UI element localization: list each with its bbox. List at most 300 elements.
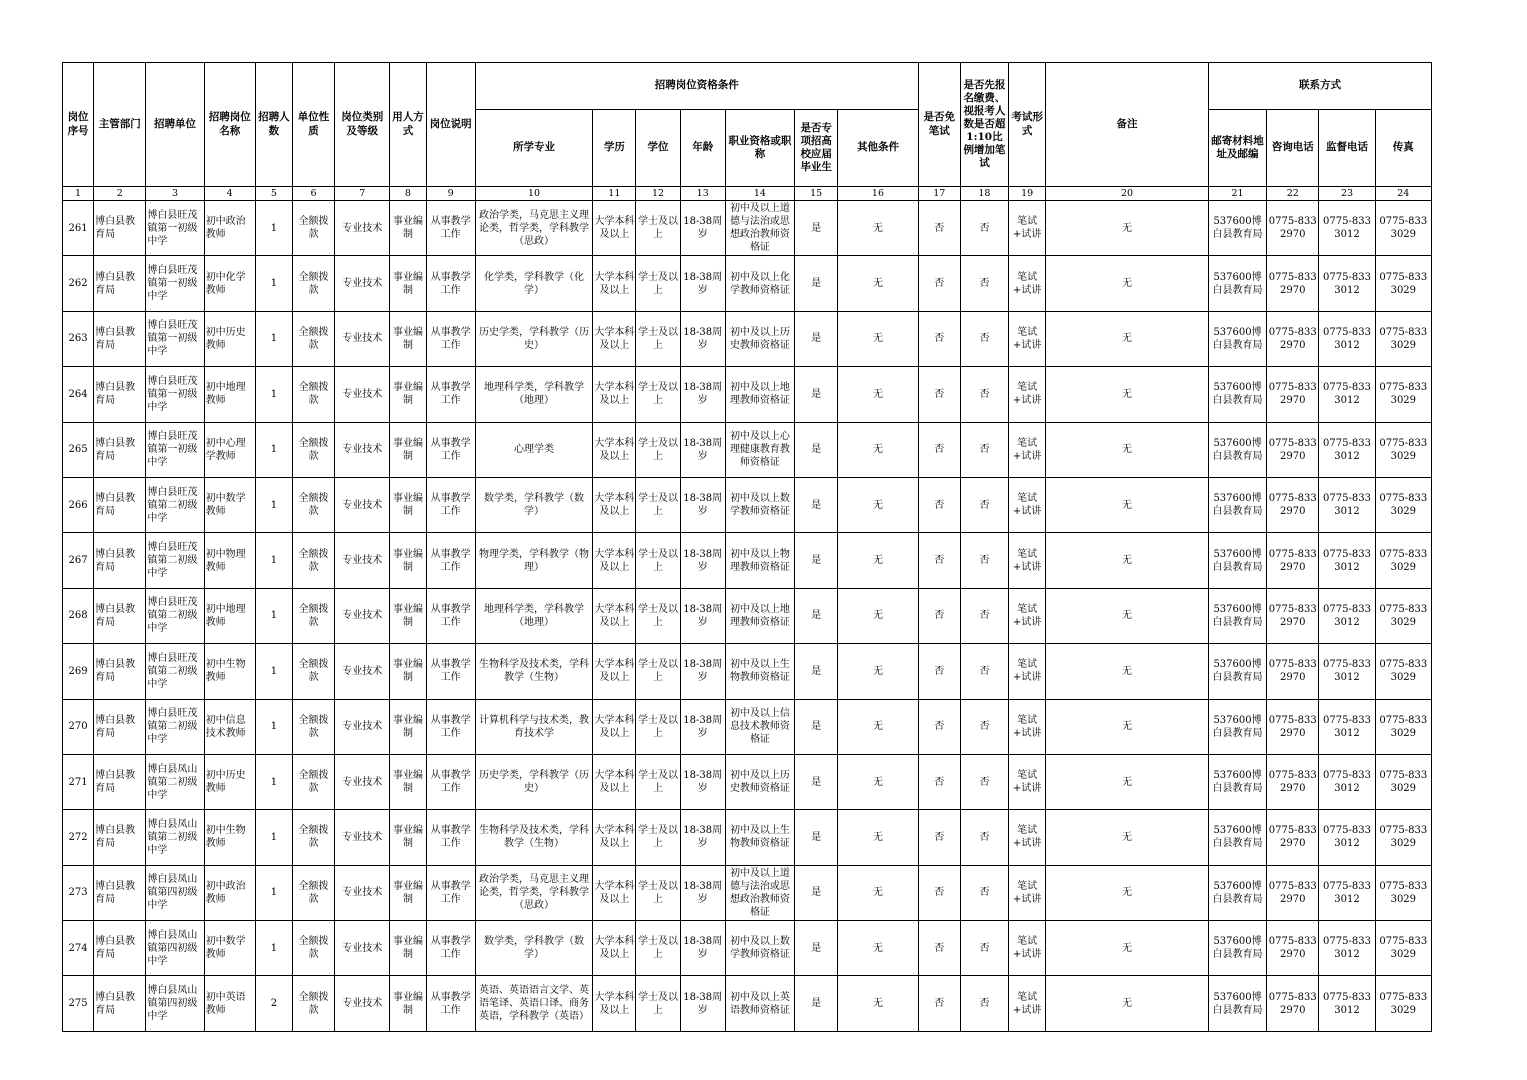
- grad-cell: 是: [795, 865, 838, 920]
- address-cell: 537600博白县教育局: [1208, 256, 1266, 311]
- supervise-cell: 0775-8333012: [1319, 699, 1375, 754]
- major-cell-text: 数学类，学科教学（数学）: [483, 493, 584, 518]
- age-cell: 18-38周岁: [680, 976, 725, 1031]
- degree-cell: 学士及以上: [636, 311, 680, 366]
- exam-cell: 笔试+试讲: [1009, 422, 1046, 477]
- post-name-cell: 初中生物教师: [204, 810, 255, 865]
- degree-cell: 学士及以上: [636, 422, 680, 477]
- post-name-cell: 初中政治教师: [204, 201, 255, 256]
- cert-cell-text: 初中及以上数学教师资格证: [729, 936, 790, 961]
- fax-cell: 0775-8333029: [1375, 533, 1431, 588]
- age-cell: 18-38周岁: [680, 865, 725, 920]
- employ-cell: 事业编制: [390, 810, 426, 865]
- count-cell: 1: [255, 533, 292, 588]
- post-name-cell: 初中英语教师: [204, 976, 255, 1031]
- post-no-cell: 265: [63, 422, 94, 477]
- address-cell: 537600博白县教育局: [1208, 810, 1266, 865]
- desc-cell: 从事教学工作: [426, 477, 475, 532]
- column-number: 6: [292, 187, 334, 201]
- count-cell: 1: [255, 422, 292, 477]
- major-cell: [475, 256, 593, 311]
- unit-cell: 博白县旺茂镇第一初级中学: [146, 367, 204, 422]
- exam-cell: 笔试+试讲: [1009, 367, 1046, 422]
- dept-cell: 博白县教育局: [94, 201, 146, 256]
- age-cell: 18-38周岁: [680, 367, 725, 422]
- count-cell: 1: [255, 256, 292, 311]
- exam-cell: 笔试+试讲: [1009, 533, 1046, 588]
- fax-cell: 0775-8333029: [1375, 588, 1431, 643]
- address-cell: 537600博白县教育局: [1208, 865, 1266, 920]
- table-row: [63, 533, 1432, 588]
- remark-cell: 无: [1046, 976, 1209, 1031]
- post-no-cell: 272: [63, 810, 94, 865]
- exempt-cell: 否: [918, 256, 960, 311]
- supervise-cell: 0775-8333012: [1319, 256, 1375, 311]
- major-cell-text: 政治学类，马克思主义理论类，哲学类，学科教学（思政）: [478, 209, 589, 247]
- other-cell: 无: [838, 367, 918, 422]
- age-cell: 18-38周岁: [680, 810, 725, 865]
- grad-cell: 是: [795, 311, 838, 366]
- header-employ: 用人方式: [390, 63, 426, 187]
- unit-cell: 博白县凤山镇第二初级中学: [146, 754, 204, 809]
- unit-cell: 博白县旺茂镇第二初级中学: [146, 588, 204, 643]
- header-category: 岗位类别及等级: [335, 63, 390, 187]
- degree-cell: 学士及以上: [636, 201, 680, 256]
- post-no-cell: 266: [63, 477, 94, 532]
- employ-cell: 事业编制: [390, 533, 426, 588]
- other-cell: 无: [838, 422, 918, 477]
- count-cell: 1: [255, 477, 292, 532]
- header-exempt: 是否免笔试: [918, 63, 960, 187]
- column-number: 4: [204, 187, 255, 201]
- desc-cell: 从事教学工作: [426, 367, 475, 422]
- age-cell: 18-38周岁: [680, 921, 725, 976]
- count-cell: 1: [255, 588, 292, 643]
- degree-cell: 学士及以上: [636, 588, 680, 643]
- exempt-cell: 否: [918, 533, 960, 588]
- post-no-cell: 274: [63, 921, 94, 976]
- exempt-cell: 否: [918, 810, 960, 865]
- cert-cell: [725, 976, 794, 1031]
- table-body: [63, 201, 1432, 1032]
- dept-cell: 博白县教育局: [94, 367, 146, 422]
- age-cell: 18-38周岁: [680, 201, 725, 256]
- major-cell: [475, 367, 593, 422]
- phone-cell: 0775-8332970: [1267, 201, 1319, 256]
- fee-cell: 否: [960, 644, 1008, 699]
- header-dept: 主管部门: [94, 63, 146, 187]
- employ-cell: 事业编制: [390, 921, 426, 976]
- category-cell: 专业技术: [335, 644, 390, 699]
- employ-cell: 事业编制: [390, 256, 426, 311]
- column-number: 7: [335, 187, 390, 201]
- major-cell: [475, 588, 593, 643]
- post-name-cell: 初中信息技术教师: [204, 699, 255, 754]
- major-cell: [475, 311, 593, 366]
- fax-cell: 0775-8333029: [1375, 477, 1431, 532]
- post-name-cell: 初中数学教师: [204, 477, 255, 532]
- column-number: 2: [94, 187, 146, 201]
- fax-cell: 0775-8333029: [1375, 810, 1431, 865]
- address-cell: 537600博白县教育局: [1208, 976, 1266, 1031]
- fax-cell: 0775-8333029: [1375, 976, 1431, 1031]
- table-row: [63, 699, 1432, 754]
- dept-cell: 博白县教育局: [94, 588, 146, 643]
- supervise-cell: 0775-8333012: [1319, 477, 1375, 532]
- supervise-cell: 0775-8333012: [1319, 367, 1375, 422]
- employ-cell: 事业编制: [390, 588, 426, 643]
- remark-cell: 无: [1046, 533, 1209, 588]
- fee-cell: 否: [960, 311, 1008, 366]
- fee-cell: 否: [960, 477, 1008, 532]
- cert-cell-text: 初中及以上数学教师资格证: [729, 493, 790, 518]
- exam-cell: 笔试+试讲: [1009, 644, 1046, 699]
- address-cell: 537600博白县教育局: [1208, 754, 1266, 809]
- age-cell: 18-38周岁: [680, 588, 725, 643]
- column-number: 13: [680, 187, 725, 201]
- grad-cell: 是: [795, 976, 838, 1031]
- other-cell: 无: [838, 256, 918, 311]
- cert-cell-text: 初中及以上地理教师资格证: [729, 603, 790, 628]
- major-cell-text: 历史学类，学科教学（历史）: [478, 326, 589, 351]
- grad-cell: 是: [795, 201, 838, 256]
- exam-cell: 笔试+试讲: [1009, 865, 1046, 920]
- nature-cell: 全额拨款: [292, 256, 334, 311]
- nature-cell: 全额拨款: [292, 201, 334, 256]
- nature-cell: 全额拨款: [292, 367, 334, 422]
- degree-cell: 学士及以上: [636, 533, 680, 588]
- column-number: 9: [426, 187, 475, 201]
- remark-cell: 无: [1046, 921, 1209, 976]
- header-edu: 学历: [593, 110, 636, 187]
- dept-cell: 博白县教育局: [94, 533, 146, 588]
- table-row: [63, 754, 1432, 809]
- cert-cell: [725, 699, 794, 754]
- cert-cell: [725, 644, 794, 699]
- header-contact-group: 联系方式: [1208, 63, 1431, 110]
- employ-cell: 事业编制: [390, 201, 426, 256]
- count-cell: 1: [255, 644, 292, 699]
- post-name-cell: 初中历史教师: [204, 311, 255, 366]
- age-cell: 18-38周岁: [680, 422, 725, 477]
- employ-cell: 事业编制: [390, 367, 426, 422]
- dept-cell: 博白县教育局: [94, 422, 146, 477]
- grad-cell: 是: [795, 477, 838, 532]
- post-no-cell: 261: [63, 201, 94, 256]
- grad-cell: 是: [795, 422, 838, 477]
- degree-cell: 学士及以上: [636, 699, 680, 754]
- address-cell: 537600博白县教育局: [1208, 921, 1266, 976]
- remark-cell: 无: [1046, 644, 1209, 699]
- age-cell: 18-38周岁: [680, 644, 725, 699]
- age-cell: 18-38周岁: [680, 256, 725, 311]
- post-no-cell: 263: [63, 311, 94, 366]
- post-name-cell: 初中化学教师: [204, 256, 255, 311]
- cert-cell: [725, 865, 794, 920]
- address-cell: 537600博白县教育局: [1208, 533, 1266, 588]
- major-cell: [475, 921, 593, 976]
- major-cell-text: 数学类，学科教学（数学）: [483, 936, 584, 961]
- phone-cell: 0775-8332970: [1267, 644, 1319, 699]
- employ-cell: 事业编制: [390, 754, 426, 809]
- cert-cell-text: 初中及以上道德与法治或思想政治教师资格证: [729, 867, 790, 918]
- cert-cell: [725, 810, 794, 865]
- table-row: [63, 921, 1432, 976]
- desc-cell: 从事教学工作: [426, 256, 475, 311]
- nature-cell: 全额拨款: [292, 699, 334, 754]
- phone-cell: 0775-8332970: [1267, 367, 1319, 422]
- nature-cell: 全额拨款: [292, 311, 334, 366]
- major-cell-text: 生物科学及技术类，学科教学（生物）: [478, 825, 589, 850]
- supervise-cell: 0775-8333012: [1319, 865, 1375, 920]
- category-cell: 专业技术: [335, 976, 390, 1031]
- nature-cell: 全额拨款: [292, 477, 334, 532]
- count-cell: 1: [255, 865, 292, 920]
- grad-cell: 是: [795, 588, 838, 643]
- fee-cell: 否: [960, 201, 1008, 256]
- exempt-cell: 否: [918, 921, 960, 976]
- major-cell: [475, 477, 593, 532]
- edu-cell: 大学本科及以上: [593, 976, 636, 1031]
- employ-cell: 事业编制: [390, 311, 426, 366]
- major-cell: [475, 810, 593, 865]
- table-row: [63, 976, 1432, 1031]
- major-cell: [475, 976, 593, 1031]
- remark-cell: 无: [1046, 810, 1209, 865]
- dept-cell: 博白县教育局: [94, 754, 146, 809]
- header-major: 所学专业: [475, 110, 593, 187]
- post-name-cell: 初中地理教师: [204, 367, 255, 422]
- unit-cell: 博白县凤山镇第四初级中学: [146, 921, 204, 976]
- fee-cell: 否: [960, 810, 1008, 865]
- unit-cell: 博白县旺茂镇第二初级中学: [146, 477, 204, 532]
- edu-cell: 大学本科及以上: [593, 311, 636, 366]
- nature-cell: 全额拨款: [292, 644, 334, 699]
- phone-cell: 0775-8332970: [1267, 311, 1319, 366]
- other-cell: 无: [838, 477, 918, 532]
- cert-cell: [725, 422, 794, 477]
- desc-cell: 从事教学工作: [426, 644, 475, 699]
- header-supervise: 监督电话: [1319, 110, 1375, 187]
- header-degree: 学位: [636, 110, 680, 187]
- major-cell: [475, 533, 593, 588]
- cert-cell-text: 初中及以上化学教师资格证: [729, 271, 790, 296]
- table-row: [63, 477, 1432, 532]
- column-number: 22: [1267, 187, 1319, 201]
- table-row: [63, 311, 1432, 366]
- header-row-1: [63, 63, 1432, 110]
- supervise-cell: 0775-8333012: [1319, 311, 1375, 366]
- cert-cell-text: 初中及以上信息技术教师资格证: [729, 708, 790, 746]
- dept-cell: 博白县教育局: [94, 644, 146, 699]
- remark-cell: 无: [1046, 201, 1209, 256]
- header-unit: 招聘单位: [146, 63, 204, 187]
- unit-cell: 博白县旺茂镇第一初级中学: [146, 201, 204, 256]
- phone-cell: 0775-8332970: [1267, 699, 1319, 754]
- exempt-cell: 否: [918, 477, 960, 532]
- post-no-cell: 262: [63, 256, 94, 311]
- header-desc: 岗位说明: [426, 63, 475, 187]
- category-cell: 专业技术: [335, 311, 390, 366]
- degree-cell: 学士及以上: [636, 976, 680, 1031]
- cert-cell-text: 初中及以上地理教师资格证: [729, 382, 790, 407]
- remark-cell: 无: [1046, 699, 1209, 754]
- degree-cell: 学士及以上: [636, 810, 680, 865]
- table-row: [63, 865, 1432, 920]
- header-remark: 备注: [1046, 63, 1209, 187]
- edu-cell: 大学本科及以上: [593, 644, 636, 699]
- desc-cell: 从事教学工作: [426, 754, 475, 809]
- other-cell: 无: [838, 644, 918, 699]
- remark-cell: 无: [1046, 477, 1209, 532]
- post-name-cell: 初中生物教师: [204, 644, 255, 699]
- dept-cell: 博白县教育局: [94, 976, 146, 1031]
- fax-cell: 0775-8333029: [1375, 921, 1431, 976]
- post-no-cell: 271: [63, 754, 94, 809]
- exam-cell: 笔试+试讲: [1009, 201, 1046, 256]
- edu-cell: 大学本科及以上: [593, 810, 636, 865]
- desc-cell: 从事教学工作: [426, 976, 475, 1031]
- supervise-cell: 0775-8333012: [1319, 533, 1375, 588]
- address-cell: 537600博白县教育局: [1208, 477, 1266, 532]
- other-cell: 无: [838, 754, 918, 809]
- major-cell-text: 历史学类，学科教学（历史）: [478, 770, 589, 795]
- column-number: 23: [1319, 187, 1375, 201]
- cert-cell-text: 初中及以上物理教师资格证: [729, 548, 790, 573]
- edu-cell: 大学本科及以上: [593, 367, 636, 422]
- edu-cell: 大学本科及以上: [593, 754, 636, 809]
- count-cell: 1: [255, 754, 292, 809]
- cert-cell-text: 初中及以上生物教师资格证: [729, 659, 790, 684]
- degree-cell: 学士及以上: [636, 754, 680, 809]
- major-cell-text: 地理科学类，学科教学（地理）: [483, 382, 584, 407]
- major-cell: [475, 754, 593, 809]
- unit-cell: 博白县旺茂镇第二初级中学: [146, 699, 204, 754]
- post-name-cell: 初中地理教师: [204, 588, 255, 643]
- category-cell: 专业技术: [335, 533, 390, 588]
- fax-cell: 0775-8333029: [1375, 754, 1431, 809]
- desc-cell: 从事教学工作: [426, 588, 475, 643]
- fee-cell: 否: [960, 921, 1008, 976]
- edu-cell: 大学本科及以上: [593, 201, 636, 256]
- exempt-cell: 否: [918, 754, 960, 809]
- desc-cell: 从事教学工作: [426, 865, 475, 920]
- table-row: [63, 367, 1432, 422]
- count-cell: 1: [255, 311, 292, 366]
- header-qualification-group: 招聘岗位资格条件: [475, 63, 918, 110]
- unit-cell: 博白县旺茂镇第一初级中学: [146, 422, 204, 477]
- fax-cell: 0775-8333029: [1375, 256, 1431, 311]
- nature-cell: 全额拨款: [292, 422, 334, 477]
- header-fax: 传真: [1375, 110, 1431, 187]
- exempt-cell: 否: [918, 976, 960, 1031]
- dept-cell: 博白县教育局: [94, 311, 146, 366]
- edu-cell: 大学本科及以上: [593, 588, 636, 643]
- header-nature: 单位性质: [292, 63, 334, 187]
- supervise-cell: 0775-8333012: [1319, 201, 1375, 256]
- header-grad: 是否专项招高校应届毕业生: [795, 110, 838, 187]
- table-row: [63, 810, 1432, 865]
- address-cell: 537600博白县教育局: [1208, 588, 1266, 643]
- supervise-cell: 0775-8333012: [1319, 810, 1375, 865]
- cert-cell: [725, 921, 794, 976]
- major-cell-text: 生物科学及技术类，学科教学（生物）: [478, 659, 589, 684]
- other-cell: 无: [838, 588, 918, 643]
- grad-cell: 是: [795, 533, 838, 588]
- nature-cell: 全额拨款: [292, 810, 334, 865]
- address-cell: 537600博白县教育局: [1208, 699, 1266, 754]
- degree-cell: 学士及以上: [636, 865, 680, 920]
- column-number: 5: [255, 187, 292, 201]
- exempt-cell: 否: [918, 422, 960, 477]
- phone-cell: 0775-8332970: [1267, 865, 1319, 920]
- cert-cell: [725, 201, 794, 256]
- dept-cell: 博白县教育局: [94, 699, 146, 754]
- count-cell: 1: [255, 367, 292, 422]
- exam-cell: 笔试+试讲: [1009, 921, 1046, 976]
- grad-cell: 是: [795, 644, 838, 699]
- unit-cell: 博白县旺茂镇第二初级中学: [146, 644, 204, 699]
- cert-cell: [725, 588, 794, 643]
- table-row: [63, 644, 1432, 699]
- exam-cell: 笔试+试讲: [1009, 754, 1046, 809]
- post-name-cell: 初中政治教师: [204, 865, 255, 920]
- dept-cell: 博白县教育局: [94, 921, 146, 976]
- category-cell: 专业技术: [335, 865, 390, 920]
- column-number: 12: [636, 187, 680, 201]
- age-cell: 18-38周岁: [680, 533, 725, 588]
- phone-cell: 0775-8332970: [1267, 921, 1319, 976]
- column-number: 1: [63, 187, 94, 201]
- exempt-cell: 否: [918, 588, 960, 643]
- exam-cell: 笔试+试讲: [1009, 256, 1046, 311]
- unit-cell: 博白县凤山镇第四初级中学: [146, 976, 204, 1031]
- column-number: 15: [795, 187, 838, 201]
- cert-cell-text: 初中及以上英语教师资格证: [729, 991, 790, 1016]
- phone-cell: 0775-8332970: [1267, 422, 1319, 477]
- address-cell: 537600博白县教育局: [1208, 311, 1266, 366]
- phone-cell: 0775-8332970: [1267, 588, 1319, 643]
- cert-cell: [725, 367, 794, 422]
- nature-cell: 全额拨款: [292, 865, 334, 920]
- grad-cell: 是: [795, 810, 838, 865]
- count-cell: 1: [255, 921, 292, 976]
- exempt-cell: 否: [918, 201, 960, 256]
- degree-cell: 学士及以上: [636, 644, 680, 699]
- cert-cell-text: 初中及以上道德与法治或思想政治教师资格证: [729, 203, 790, 254]
- desc-cell: 从事教学工作: [426, 699, 475, 754]
- exempt-cell: 否: [918, 311, 960, 366]
- count-cell: 2: [255, 976, 292, 1031]
- exam-cell: 笔试+试讲: [1009, 588, 1046, 643]
- fax-cell: 0775-8333029: [1375, 865, 1431, 920]
- supervise-cell: 0775-8333012: [1319, 976, 1375, 1031]
- supervise-cell: 0775-8333012: [1319, 921, 1375, 976]
- post-no-cell: 268: [63, 588, 94, 643]
- desc-cell: 从事教学工作: [426, 533, 475, 588]
- category-cell: 专业技术: [335, 477, 390, 532]
- phone-cell: 0775-8332970: [1267, 754, 1319, 809]
- post-name-cell: 初中历史教师: [204, 754, 255, 809]
- fax-cell: 0775-8333029: [1375, 699, 1431, 754]
- phone-cell: 0775-8332970: [1267, 477, 1319, 532]
- fax-cell: 0775-8333029: [1375, 422, 1431, 477]
- exam-cell: 笔试+试讲: [1009, 810, 1046, 865]
- cert-cell: [725, 754, 794, 809]
- column-number: 19: [1009, 187, 1046, 201]
- count-cell: 1: [255, 201, 292, 256]
- column-number: 14: [725, 187, 794, 201]
